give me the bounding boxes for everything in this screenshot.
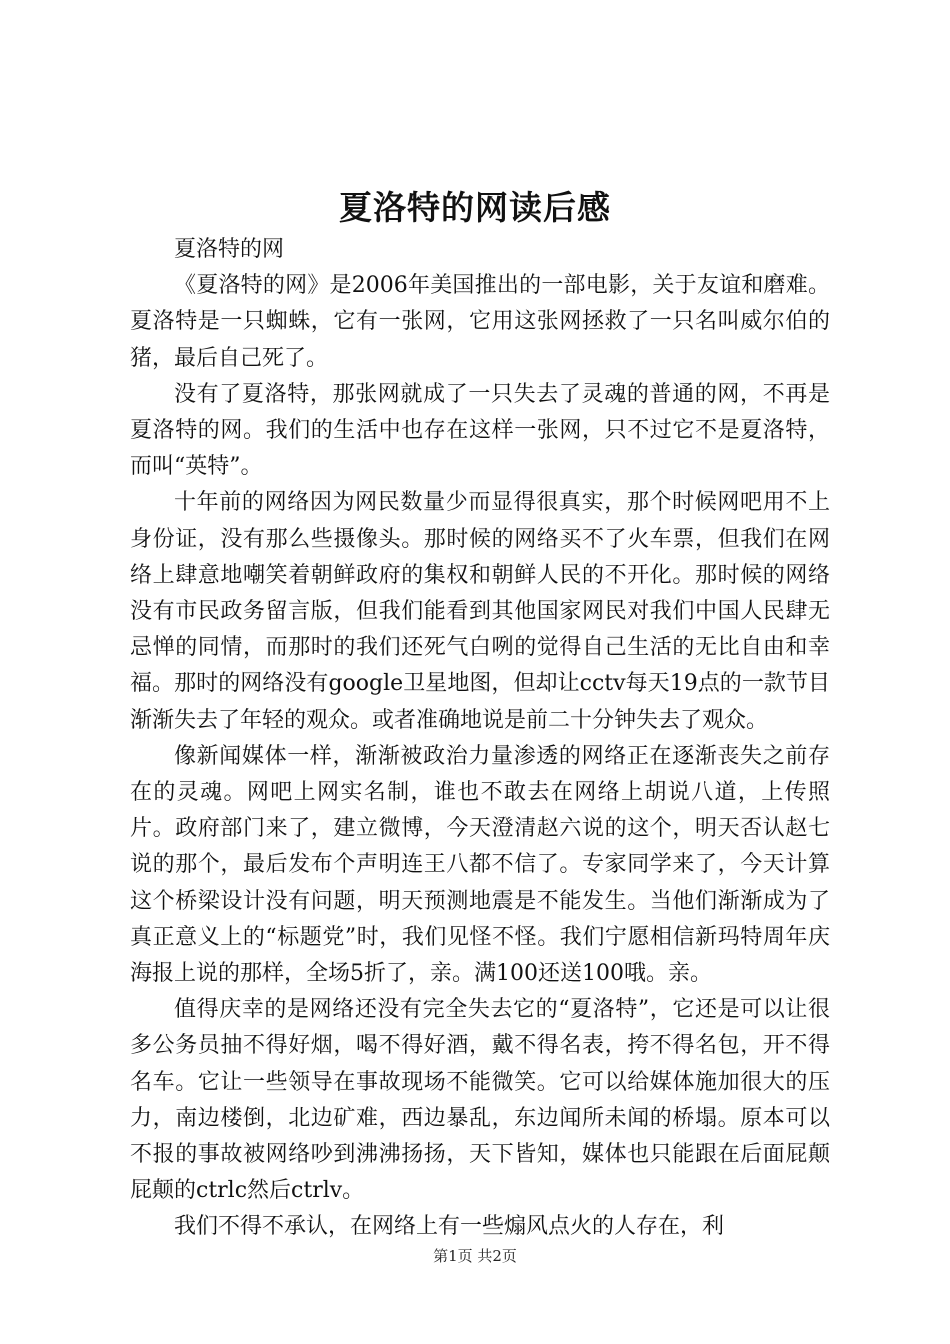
page-number-footer: 第1页 共2页 bbox=[433, 1247, 517, 1265]
document-title: 夏洛特的网读后感 bbox=[339, 188, 611, 227]
body-paragraph-6: 我们不得不承认，在网络上有一些煽风点火的人存在，利 bbox=[174, 1214, 725, 1240]
body-paragraph-4: 像新闻媒体一样，渐渐被政治力量渗透的网络正在逐渐丧失之前存在的灵魂。网吧上网实名制，谁也不敢去在网络上胡说八道，上传照片。政府部门来了，建立微博，今天澄清赵六说的这个，明天否认赵七说的那个，最后发布个声明连王八都不信了。专家同学来了，今天计算这个桥梁设计没有问题，明天预测地震是不能发生。当他们渐渐成为了真正意义上的“标题党”时，我们见怪不怪。我们宁愿相信新玛特周年庆海报上说的那样，全场5折了，亲。满100还送100哦。亲。 bbox=[130, 743, 830, 987]
body-paragraph-5: 值得庆幸的是网络还没有完全失去它的“夏洛特”，它还是可以让很多公务员抽不得好烟，喝不得好酒，戴不得名表，挎不得名包，开不得名车。它让一些领导在事故现场不能微笑。它可以给媒体施加很大的压力，南边楼倒，北边矿难，西边暴乱，东边闻所未闻的桥塌。原本可以不报的事故被网络吵到沸沸扬扬，天下皆知，媒体也只能跟在后面屁颠屁颠的ctrlc然后ctrlv。 bbox=[130, 997, 830, 1204]
subheading-paragraph: 夏洛特的网 bbox=[174, 237, 285, 262]
body-paragraph-1: 《夏洛特的网》是2006年美国推出的一部电影，关于友谊和磨难。夏洛特是一只蜘蛛，它有一张网，它用这张网拯救了一只名叫威尔伯的猪，最后自己死了。 bbox=[130, 273, 830, 371]
document-body bbox=[130, 232, 830, 1246]
body-paragraph-2: 没有了夏洛特，那张网就成了一只失去了灵魂的普通的网，不再是夏洛特的网。我们的生活中也存在这样一张网，只不过它不是夏洛特，而叫“英特”。 bbox=[130, 381, 830, 480]
body-paragraph-3: 十年前的网络因为网民数量少而显得很真实，那个时候网吧用不上身份证，没有那么些摄像头。那时候的网络买不了火车票，但我们在网络上肆意地嘲笑着朝鲜政府的集权和朝鲜人民的不开化。那时候的网络没有市民政务留言版，但我们能看到其他国家网民对我们中国人民肆无忌惮的同情，而那时的我们还死气白咧的觉得自己生活的无比自由和幸福。那时的网络没有google卫星地图，但却让cctv每天19点的一款节目渐渐失去了年轻的观众。或者准确地说是前二十分钟失去了观众。 bbox=[130, 490, 830, 733]
